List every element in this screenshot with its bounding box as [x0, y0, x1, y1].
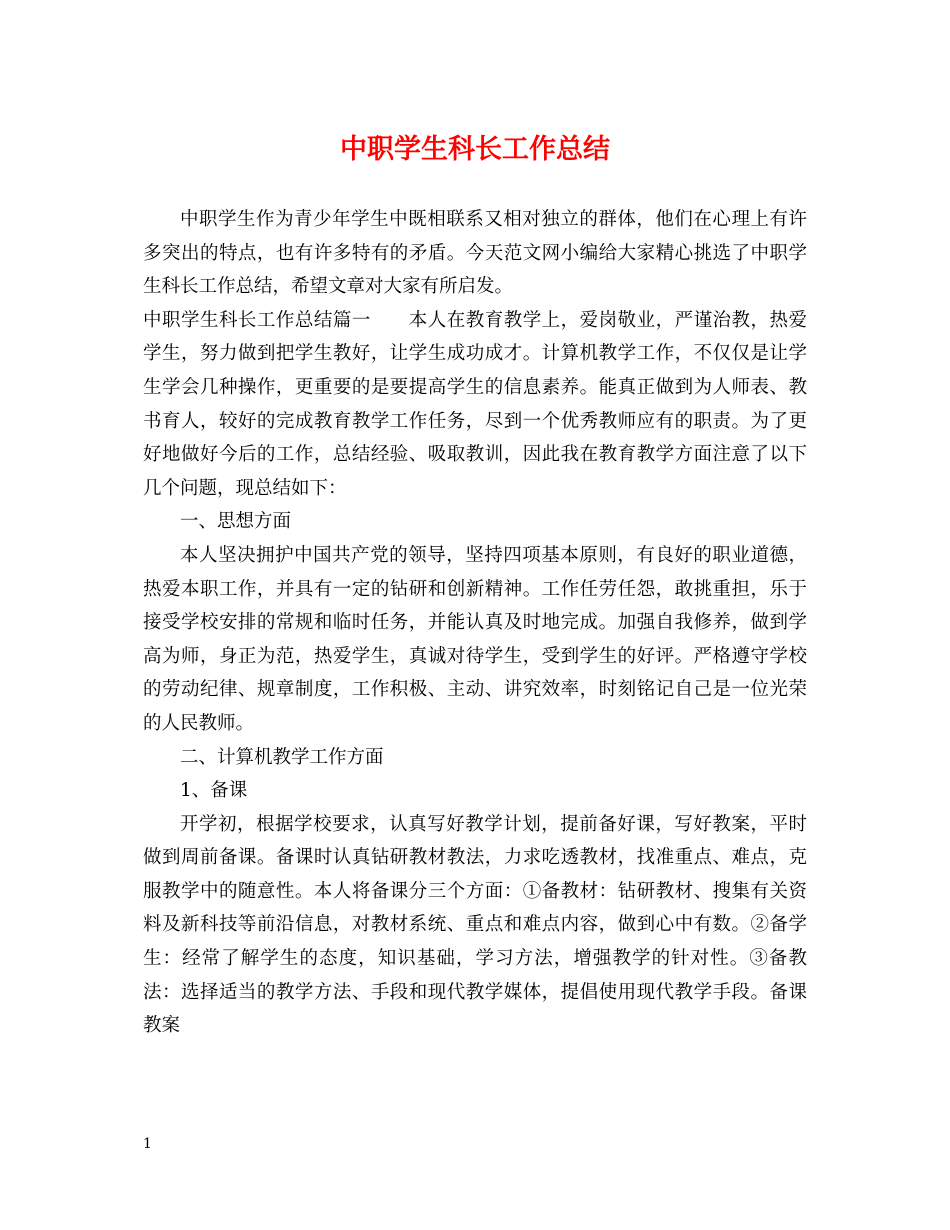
body-paragraph: 开学初，根据学校要求，认真写好教学计划，提前备好课，写好教案，平时做到周前备课。备课时认真钻研教材教法，力求吃透教材，找准重点、难点，克服教学中的随意性。本人将备课分三个方面：①备教材：钻研教材、搜集有关资料及新科技等前沿信息，对教材系统、重点和难点内容，做到心中有数。②备学生：经常了解学生的态度，知识基础，学习方法，增强教学的针对性。③备教法：选择适当的教学方法、手段和现代教学媒体，提倡使用现代教学手段。备课教案: [143, 813, 807, 1037]
body-paragraph: 一、思想方面: [180, 511, 292, 533]
body-paragraph: 1、备课: [180, 780, 248, 802]
document-body: [143, 203, 807, 1043]
body-paragraph: 本人坚决拥护中国共产党的领导，坚持四项基本原则，有良好的职业道德，热爱本职工作，并具有一定的钻研和创新精神。工作任劳任怨，敢挑重担，乐于接受学校安排的常规和临时任务，并能认真及时地完成。加强自我修养，做到学高为师，身正为范，热爱学生，真诚对待学生，受到学生的好评。严格遵守学校的劳动纪律、规章制度，工作积极、主动、讲究效率，时刻铭记自己是一位光荣的人民教师。: [143, 544, 807, 734]
body-paragraph: 中职学生科长工作总结篇一 本人在教育教学上，爱岗敬业，严谨治教，热爱学生，努力做到把学生教好，让学生成功成才。计算机教学工作，不仅仅是让学生学会几种操作，更重要的是要提高学生的信息素养。能真正做到为人师表、教书育人，较好的完成教育教学工作任务，尽到一个优秀教师应有的职责。为了更好地做好今后的工作，总结经验、吸取教训，因此我在教育教学方面注意了以下几个问题，现总结如下：: [143, 309, 807, 499]
body-paragraph: 二、计算机教学工作方面: [180, 746, 384, 768]
page-number: 1: [143, 1136, 152, 1152]
body-paragraph: 中职学生作为青少年学生中既相联系又相对独立的群体，他们在心理上有许多突出的特点，也有许多特有的矛盾。今天范文网小编给大家精心挑选了中职学生科长工作总结，希望文章对大家有所启发。: [143, 209, 807, 298]
document-title: 中职学生科长工作总结: [340, 134, 610, 165]
